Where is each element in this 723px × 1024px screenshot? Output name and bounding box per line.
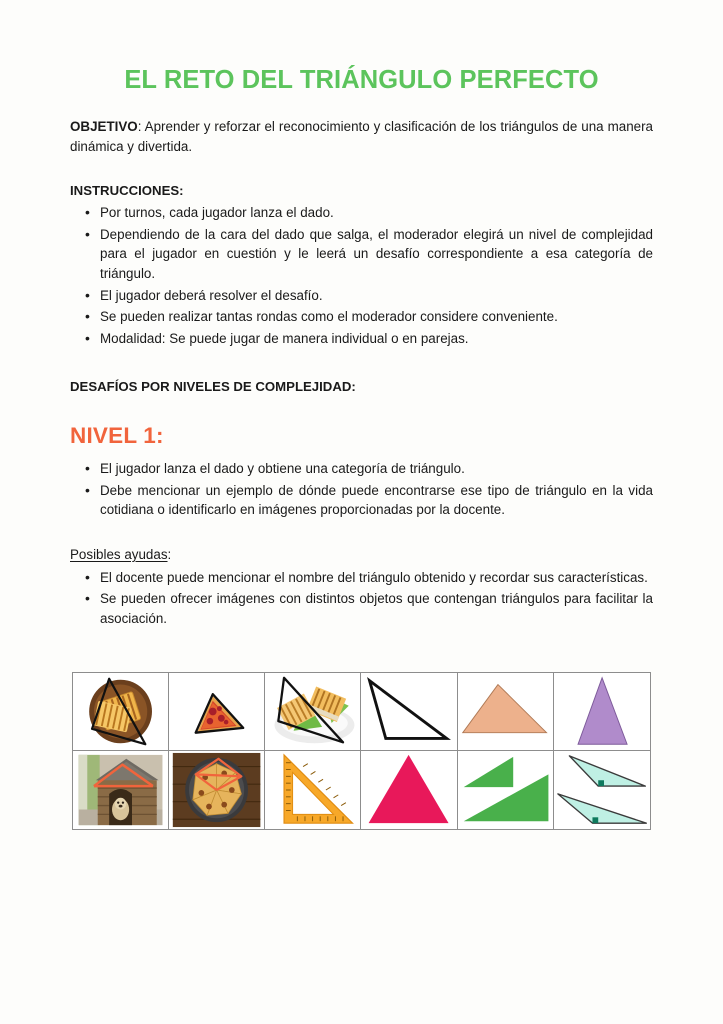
objective-text: Aprender y reforzar el reconocimiento y clasificación de los triángulos de una manera dinámica y divertida.: [70, 119, 653, 155]
helps-label: [70, 521, 653, 565]
list-item: • Se pueden ofrecer imágenes con distintos objetos que contengan triángulos para facilitar la asociación.: [100, 589, 653, 629]
grid-cell-grilled-sandwich-plate: [73, 673, 169, 751]
level-1-list: [70, 449, 653, 521]
objective-paragraph: [70, 95, 653, 156]
list-item: • El jugador lanza el dado y obtiene una categoría de triángulo.: [100, 459, 653, 480]
grid-cell-green-right-triangles: [458, 751, 554, 829]
list-item: • Modalidad: Se puede jugar de manera individual o en parejas.: [100, 329, 653, 350]
grid-cell-outline-scalene-triangle: [361, 673, 457, 751]
helps-label-separator: :: [167, 547, 172, 563]
grid-cell-peach-acute-triangle: [458, 673, 554, 751]
grid-cell-purple-isosceles-triangle: [554, 673, 650, 751]
list-item: • Debe mencionar un ejemplo de dónde puede encontrarse ese tipo de triángulo en la vida cotidiana o identificarlo en imágenes proporcionadas por la docente.: [100, 481, 653, 521]
level-1-title: NIVEL 1:: [70, 422, 164, 448]
grid-cell-club-sandwich: [265, 673, 361, 751]
list-item: • Dependiendo de la cara del dado que salga, el moderador elegirá un nivel de complejidad para el jugador en cuestión y le leerá un desafío correspondiente a esa categoría de triángulo.: [100, 225, 653, 285]
grid-cell-mint-obtuse-triangles: [554, 751, 650, 829]
helps-label-text: Posibles ayudas: [70, 547, 168, 563]
list-item: • Por turnos, cada jugador lanza el dado.: [100, 203, 653, 224]
list-item: • El docente puede mencionar el nombre del triángulo obtenido y recordar sus características.: [100, 568, 653, 589]
page-title: EL RETO DEL TRIÁNGULO PERFECTO: [124, 66, 599, 94]
grid-cell-pink-equilateral-triangle: [361, 751, 457, 829]
objective-separator: :: [137, 119, 142, 135]
grid-cell-set-square-ruler: [265, 751, 361, 829]
grid-cell-dog-house: [73, 751, 169, 829]
objective-label: OBJETIVO: [70, 119, 138, 135]
list-item: • El jugador deberá resolver el desafío.: [100, 286, 653, 307]
challenges-heading: DESAFÍOS POR NIVELES DE COMPLEJIDAD:: [70, 378, 356, 394]
helps-list: [70, 565, 653, 630]
instructions-list: [70, 200, 653, 350]
grid-cell-pizza-slice: [169, 673, 265, 751]
instructions-heading: INSTRUCCIONES:: [70, 182, 184, 198]
grid-cell-pastries-pan: [169, 751, 265, 829]
list-item: • Se pueden realizar tantas rondas como el moderador considere conveniente.: [100, 307, 653, 328]
triangle-examples-grid: [72, 672, 651, 830]
